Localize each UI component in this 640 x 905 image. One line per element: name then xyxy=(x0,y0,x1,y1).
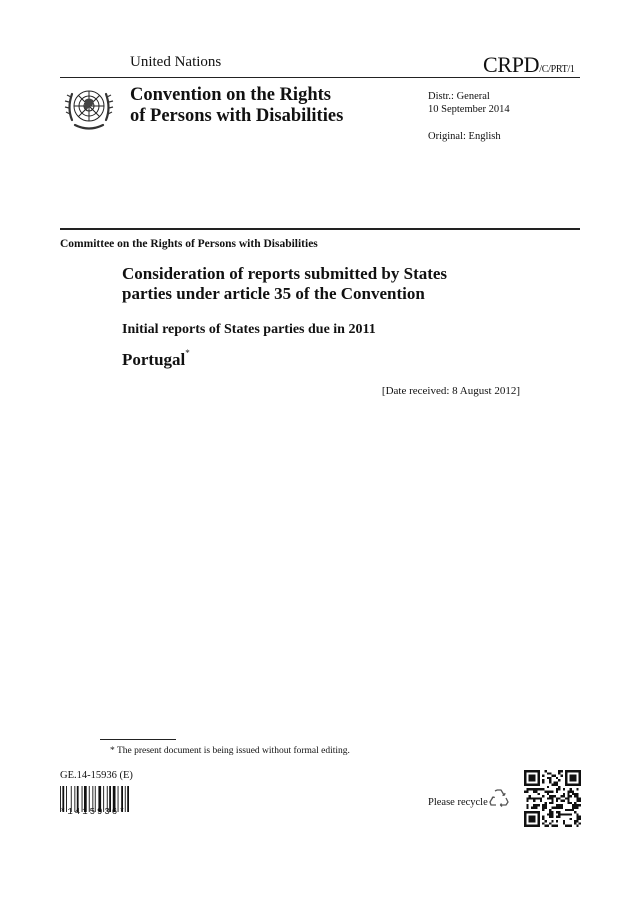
barcode-text: *1415936* xyxy=(60,807,127,817)
heading-line-2: parties under article 35 of the Convention xyxy=(122,284,425,303)
header-rule xyxy=(60,77,580,78)
footnote: * The present document is being issued without formal editing. xyxy=(110,746,350,756)
un-emblem-icon xyxy=(63,84,115,132)
committee-name: Committee on the Rights of Persons with Disabilities xyxy=(60,238,318,250)
recycle-icon xyxy=(487,786,511,810)
issue-date: 10 September 2014 xyxy=(428,104,510,115)
distribution: Distr.: General xyxy=(428,91,490,102)
original-language: Original: English xyxy=(428,131,501,142)
section-rule xyxy=(60,228,580,230)
document-number: GE.14-15936 (E) xyxy=(60,770,133,781)
country-name: Portugal xyxy=(122,350,186,369)
please-recycle-label: Please recycle xyxy=(428,797,488,808)
organization-name: United Nations xyxy=(130,54,222,70)
footnote-mark: * xyxy=(185,348,190,359)
footnote-rule xyxy=(100,739,176,740)
title-line-1: Convention on the Rights xyxy=(130,85,331,105)
distribution-info xyxy=(428,90,510,116)
document-title xyxy=(130,85,410,127)
document-symbol xyxy=(483,52,575,78)
main-heading xyxy=(122,264,542,304)
document-symbol-sub: /C/PRT/1 xyxy=(539,64,575,75)
title-line-2: of Persons with Disabilities xyxy=(130,106,344,126)
country-heading xyxy=(122,350,190,370)
date-received: [Date received: 8 August 2012] xyxy=(381,385,520,397)
heading-line-1: Consideration of reports submitted by States xyxy=(122,264,448,283)
sub-heading: Initial reports of States parties due in 2011 xyxy=(122,322,376,337)
qr-code-icon xyxy=(524,770,581,827)
document-symbol-main: CRPD xyxy=(483,52,540,77)
